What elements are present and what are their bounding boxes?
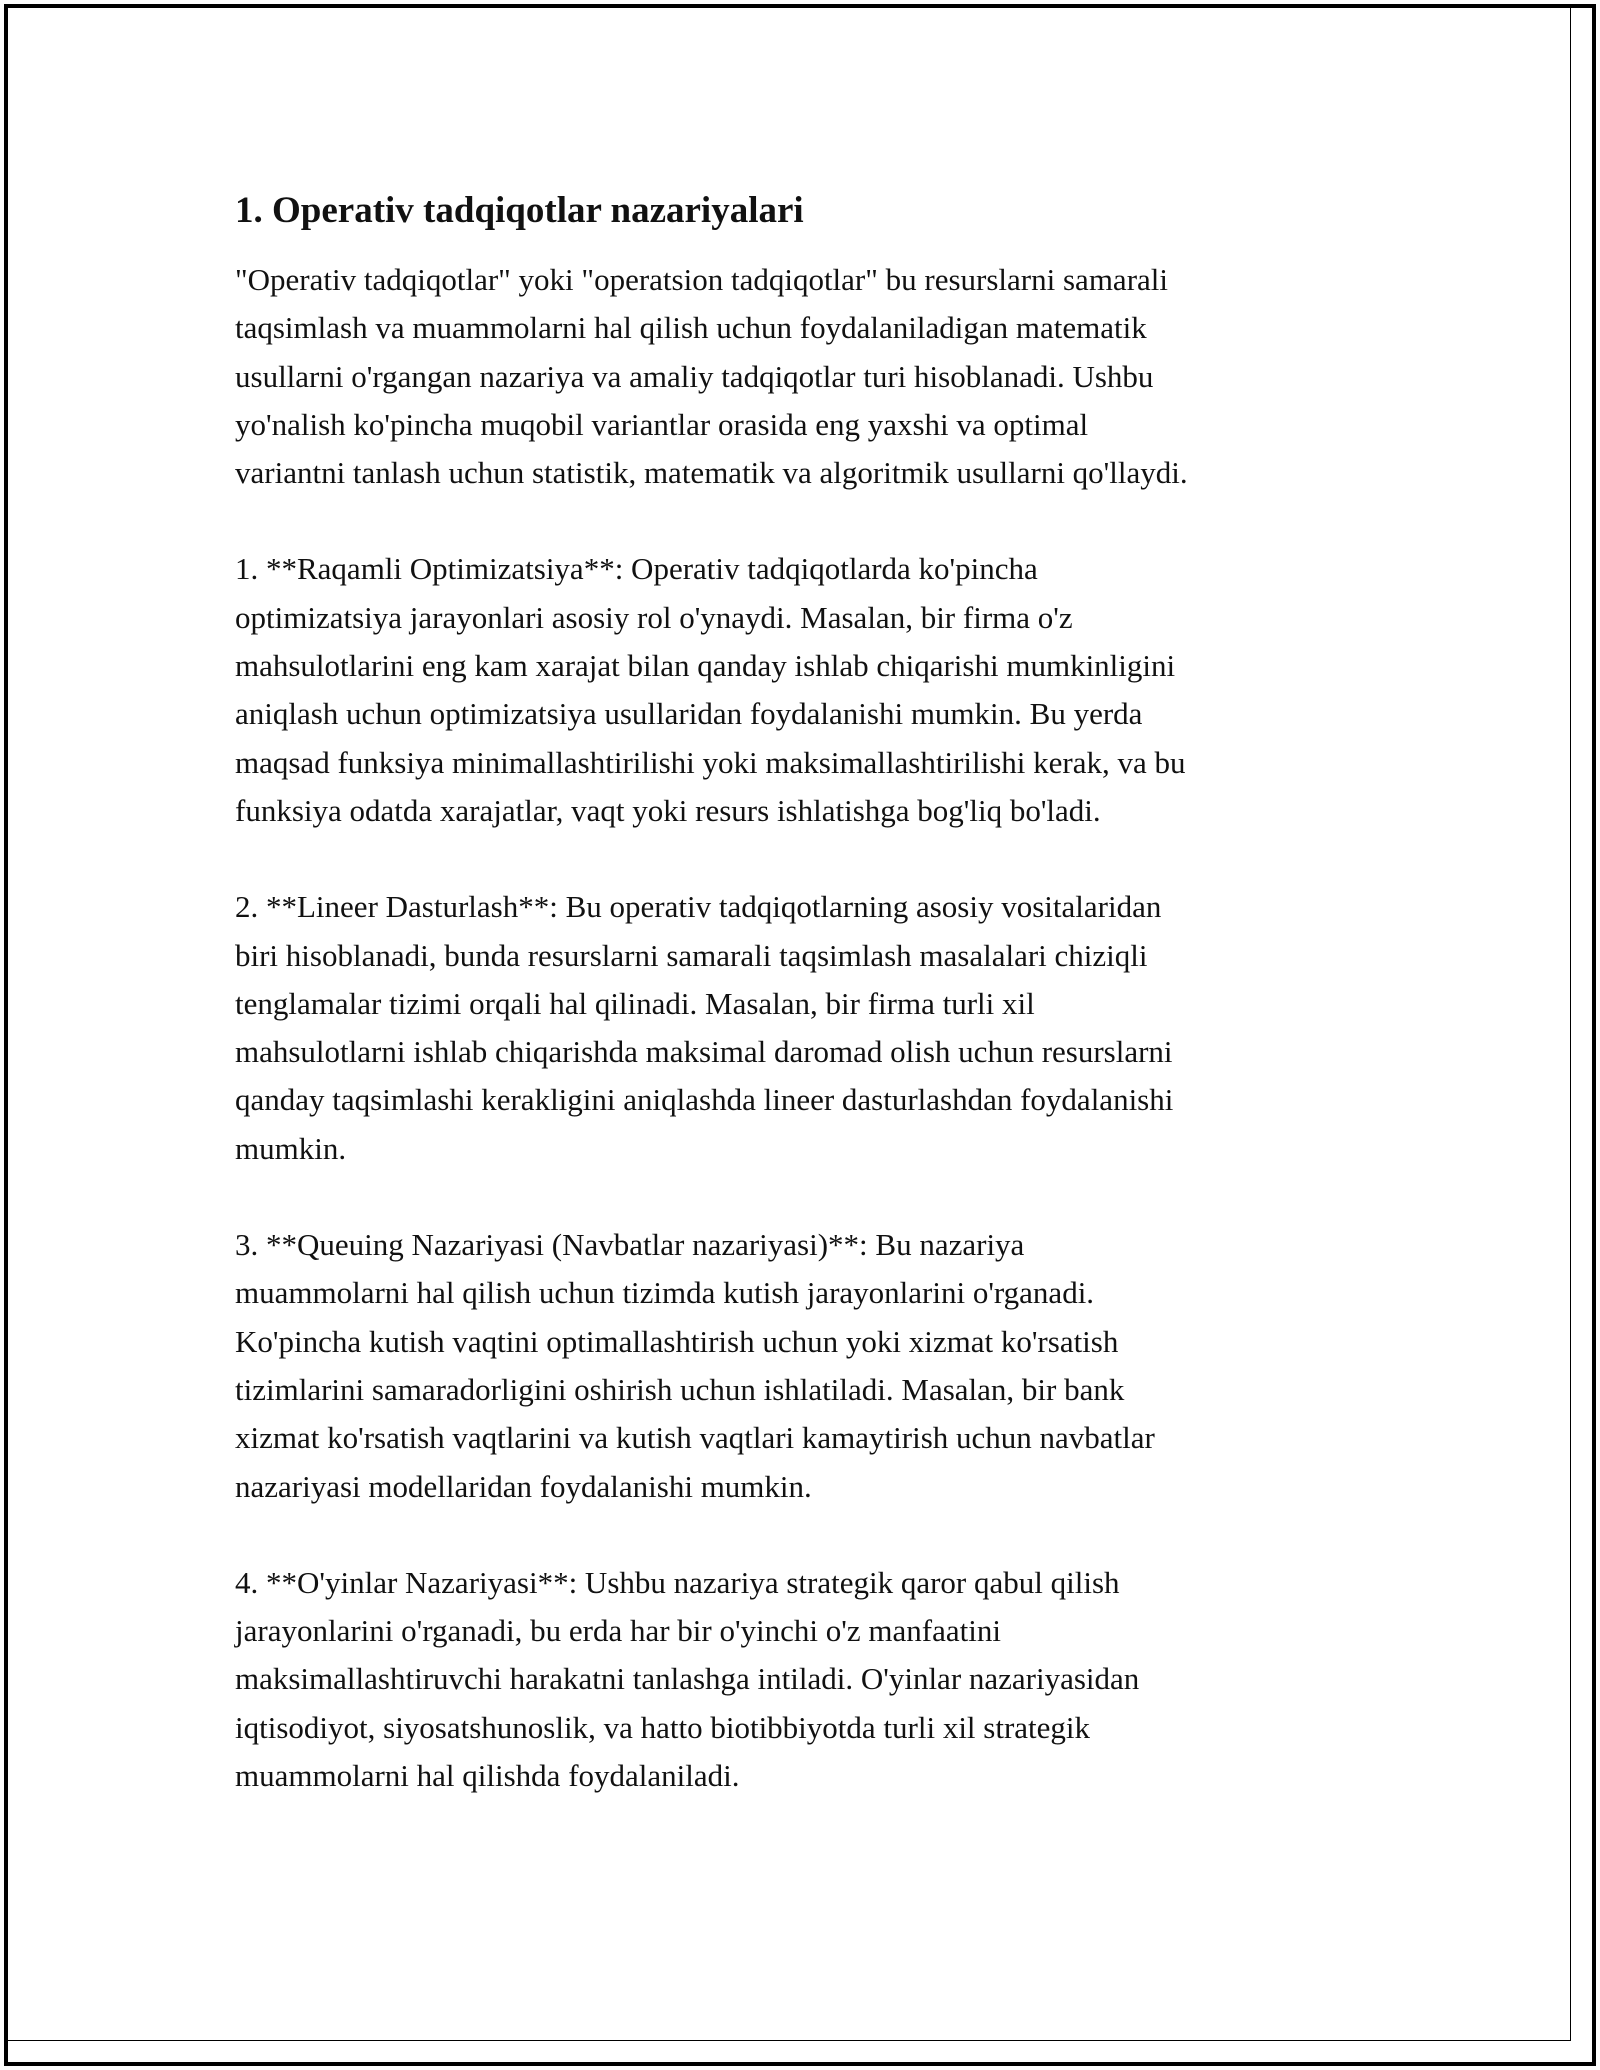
paragraph-line: tenglamalar tizimi orqali hal qilinadi. Masalan, bir firma turli xil [235,985,1035,1021]
paragraph-line: biri hisoblanadi, bunda resurslarni samarali taqsimlash masalalari chiziqli [235,937,1148,973]
paragraph-line: iqtisodiyot, siyosatshunoslik, va hatto biotibbiyotda turli xil strategik [235,1709,1091,1745]
paragraph-line: mahsulotlarni ishlab chiqarishda maksimal daromad olish uchun resurslarni [235,1034,1173,1070]
paragraph-line: 2. **Lineer Dasturlash**: Bu operativ tadqiqotlarning asosiy vositalaridan [235,889,1162,925]
paragraph-line: yo'nalish ko'pincha muqobil variantlar orasida eng yaxshi va optimal [235,406,1089,442]
paragraph-line: xizmat ko'rsatish vaqtlarini va kutish vaqtlari kamaytirish uchun navbatlar [235,1420,1155,1456]
document-body [235,185,1370,1848]
paragraph-line: muammolarni hal qilishda foydalaniladi. [235,1758,740,1794]
paragraph-line: mahsulotlarini eng kam xarajat bilan qanday ishlab chiqarishi mumkinligini [235,648,1176,684]
paragraph-line: muammolarni hal qilish uchun tizimda kutish jarayonlarini o'rganadi. [235,1275,1095,1311]
paragraph-item-3 [235,1221,1370,1511]
paragraph-line: taqsimlash va muammolarni hal qilish uchun foydalaniladigan matematik [235,310,1147,346]
paragraph-line: usullarni o'rgangan nazariya va amaliy tadqiqotlar turi hisoblanadi. Ushbu [235,358,1154,394]
document-title: 1. Operativ tadqiqotlar nazariyalari [235,190,804,231]
paragraph-line: nazariyasi modellaridan foydalanishi mumkin. [235,1468,812,1504]
paragraph-intro [235,256,1370,497]
paragraph-line: 1. **Raqamli Optimizatsiya**: Operativ tadqiqotlarda ko'pincha [235,551,1038,587]
paragraph-item-2 [235,883,1370,1173]
paragraph-line: 4. **O'yinlar Nazariyasi**: Ushbu nazariya strategik qaror qabul qilish [235,1564,1120,1600]
paragraph-line: 3. **Queuing Nazariyasi (Navbatlar nazariyasi)**: Bu nazariya [235,1227,1025,1263]
paragraph-line: funksiya odatda xarajatlar, vaqt yoki resurs ishlatishga bog'liq bo'ladi. [235,792,1101,828]
paragraph-line: tizimlarini samaradorligini oshirish uchun ishlatiladi. Masalan, bir bank [235,1371,1125,1407]
paragraph-line: jarayonlarini o'rganadi, bu erda har bir o'yinchi o'z manfaatini [235,1613,1001,1649]
paragraph-line: qanday taqsimlashi kerakligini aniqlashda lineer dasturlashdan foydalanishi [235,1082,1174,1118]
paragraph-line: variantni tanlash uchun statistik, matematik va algoritmik usullarni qo'llaydi. [235,455,1188,491]
paragraph-line: maksimallashtiruvchi harakatni tanlashga intiladi. O'yinlar nazariyasidan [235,1661,1140,1697]
paragraph-line: mumkin. [235,1130,347,1166]
paragraph-item-1 [235,545,1370,835]
paragraph-line: optimizatsiya jarayonlari asosiy rol o'ynaydi. Masalan, bir firma o'z [235,599,1073,635]
paragraph-line: aniqlash uchun optimizatsiya usullaridan foydalanishi mumkin. Bu yerda [235,696,1143,732]
paragraph-item-4 [235,1559,1370,1800]
paragraph-line: maqsad funksiya minimallashtirilishi yoki maksimallashtirilishi kerak, va bu [235,744,1186,780]
paragraph-line: Ko'pincha kutish vaqtini optimallashtirish uchun yoki xizmat ko'rsatish [235,1323,1119,1359]
paragraph-line: "Operativ tadqiqotlar" yoki "operatsion tadqiqotlar" bu resurslarni samarali [235,262,1168,297]
